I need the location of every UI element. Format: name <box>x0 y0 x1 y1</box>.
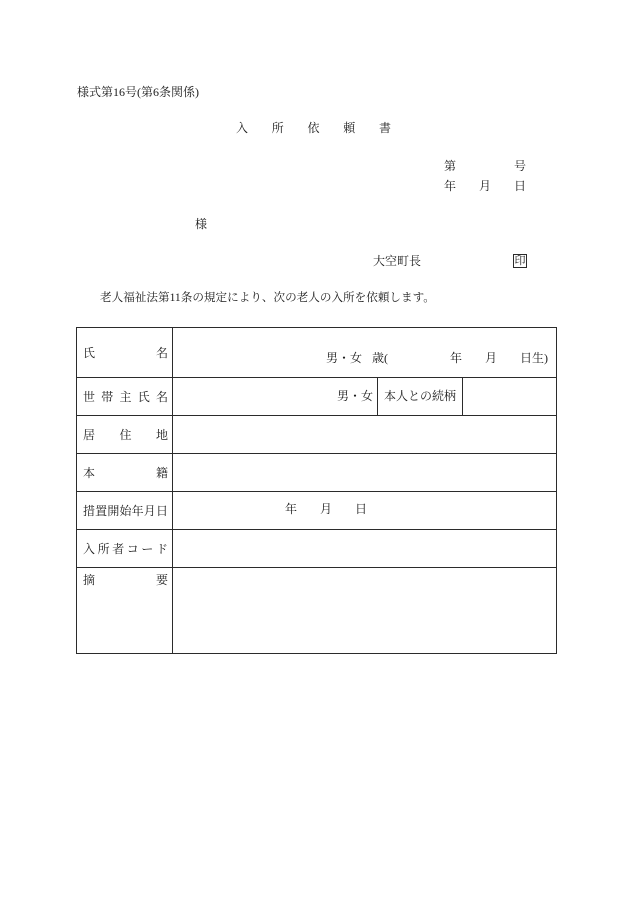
glyph: 入 <box>83 541 96 556</box>
glyph: 本 <box>83 465 96 480</box>
name-sex-options: 男・女 <box>326 351 363 365</box>
label-resident-code <box>83 543 168 555</box>
addressee-honorific: 様 <box>195 217 208 231</box>
label-cell <box>77 416 173 453</box>
birth-day-unit: 日生) <box>520 351 548 365</box>
table-row-resident-code <box>77 529 556 567</box>
request-table <box>76 327 557 654</box>
label-start-date <box>83 505 168 517</box>
request-statement: 老人福祉法第11条の規定により、次の老人の入所を依頼します。 <box>100 291 435 304</box>
seal-mark: 印 <box>514 255 526 267</box>
glyph: 頼 <box>343 121 356 135</box>
glyph: 地 <box>155 427 168 442</box>
glyph: 始 <box>119 503 132 518</box>
relationship-label: 本人との続柄 <box>384 389 457 403</box>
glyph: 日 <box>155 503 168 518</box>
issue-date-year: 年 <box>444 179 457 193</box>
table-row-residence <box>77 415 556 453</box>
start-month-unit: 月 <box>320 502 333 516</box>
glyph: 書 <box>378 121 391 135</box>
glyph: 措 <box>83 503 96 518</box>
glyph: 依 <box>307 121 320 135</box>
glyph: 主 <box>119 389 132 404</box>
glyph: 要 <box>155 573 168 587</box>
table-row-remarks <box>77 567 556 653</box>
issuer-name: 大空町長 <box>373 254 422 268</box>
document-number-prefix: 第 <box>444 159 457 173</box>
start-year-unit: 年 <box>285 502 298 516</box>
label-domicile <box>83 467 168 479</box>
glyph: 者 <box>112 541 125 556</box>
birth-year-unit: 年 <box>450 351 463 365</box>
label-cell <box>77 492 173 529</box>
glyph: 帯 <box>101 389 114 404</box>
glyph: 入 <box>236 121 249 135</box>
label-cell <box>77 328 173 377</box>
glyph: 摘 <box>83 573 96 587</box>
label-residence <box>83 429 168 441</box>
table-row-start-date <box>77 491 556 529</box>
cell-divider <box>377 378 378 415</box>
glyph: 世 <box>83 389 96 404</box>
glyph: 月 <box>143 503 156 518</box>
table-row-householder <box>77 377 556 415</box>
glyph: 名 <box>155 389 168 404</box>
document-title <box>236 122 391 134</box>
glyph: 氏 <box>137 389 150 404</box>
glyph: 名 <box>155 345 168 360</box>
document-number-suffix: 号 <box>513 159 526 173</box>
glyph: 住 <box>119 427 132 442</box>
householder-sex-options: 男・女 <box>337 389 374 403</box>
label-householder-name <box>83 391 168 403</box>
document-number <box>444 160 526 172</box>
form-number: 様式第16号(第6条関係) <box>77 85 199 99</box>
glyph: 置 <box>95 503 108 518</box>
label-name <box>83 347 168 359</box>
glyph: コ <box>126 541 139 556</box>
issue-date <box>444 180 526 192</box>
label-remarks <box>83 574 168 586</box>
issue-date-day: 日 <box>513 179 526 193</box>
glyph: 籍 <box>155 465 168 480</box>
label-cell <box>77 454 173 491</box>
glyph: 開 <box>107 503 120 518</box>
relationship-value-cell <box>463 378 556 415</box>
label-cell <box>77 568 173 653</box>
glyph: 年 <box>131 503 144 518</box>
glyph: ド <box>155 541 168 556</box>
glyph: 所 <box>97 541 110 556</box>
label-cell <box>77 530 173 567</box>
table-row-name <box>77 328 556 377</box>
birth-month-unit: 月 <box>485 351 498 365</box>
glyph: 居 <box>83 427 96 442</box>
glyph: 所 <box>271 121 284 135</box>
issue-date-month: 月 <box>478 179 491 193</box>
glyph: ー <box>141 541 154 556</box>
table-row-domicile <box>77 453 556 491</box>
label-cell <box>77 378 173 415</box>
start-day-unit: 日 <box>355 502 368 516</box>
glyph: 氏 <box>83 345 96 360</box>
name-age-unit: 歳( <box>372 351 388 365</box>
